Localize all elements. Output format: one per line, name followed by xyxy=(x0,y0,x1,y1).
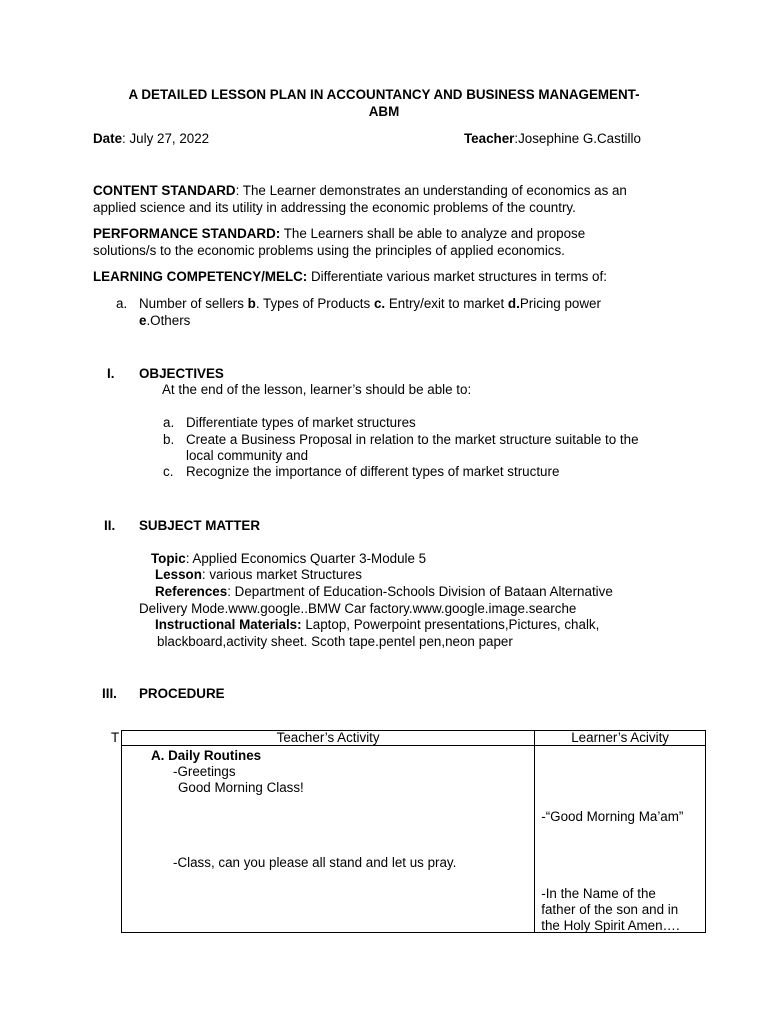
pray-prompt-text: -Class, can you please all stand and let us pray. xyxy=(173,855,457,870)
performance-standard-label: PERFORMANCE STANDARD: xyxy=(93,226,281,241)
procedure-numeral: III. xyxy=(102,686,117,701)
procedure-table xyxy=(121,730,706,933)
objectives-numeral: I. xyxy=(107,366,115,381)
prayer-line-1: -In the Name of the xyxy=(541,886,656,901)
teacher-line xyxy=(464,130,641,147)
stray-character: T xyxy=(111,730,120,745)
learner-activity-cell xyxy=(535,746,706,933)
table-header-row xyxy=(122,731,706,746)
daily-routines-heading: A. Daily Routines xyxy=(151,748,262,763)
content-standard-label: CONTENT STANDARD xyxy=(93,183,236,198)
learner-activity-header: Learner’s Acivity xyxy=(535,731,706,746)
references-line: References: Department of Education-Schools Division of Bataan Alternative xyxy=(155,584,613,599)
table-row xyxy=(122,746,706,933)
objective-c-text: Recognize the importance of different types of market structure xyxy=(186,464,560,479)
competency-item-line-1: Number of sellers b. Types of Products c. Entry/exit to market d.Pricing power xyxy=(139,296,601,311)
learning-competency-text: Differentiate various market structures in terms of: xyxy=(307,269,607,284)
good-morning-response: -“Good Morning Ma’am” xyxy=(541,809,684,824)
date-line xyxy=(93,130,209,147)
date-value: : July 27, 2022 xyxy=(122,131,210,146)
objective-b-text: Create a Business Proposal in relation to the market structure suitable to the xyxy=(186,432,639,447)
prayer-line-3: the Holy Spirit Amen…. xyxy=(541,918,680,933)
materials-line: Instructional Materials: Laptop, Powerpoint presentations,Pictures, chalk, xyxy=(155,617,600,632)
prayer-line-2: father of the son and in xyxy=(541,902,679,917)
objective-a-text: Differentiate types of market structures xyxy=(186,415,416,430)
competency-item-line-2: e.Others xyxy=(139,313,191,328)
document-title xyxy=(100,86,668,120)
content-standard-text-2: applied science and its utility in addressing the economic problems of the country. xyxy=(93,200,576,215)
objective-b-marker: b. xyxy=(163,432,175,447)
objectives-intro: At the end of the lesson, learner’s should be able to: xyxy=(162,382,472,397)
performance-standard-text-2: solutions/s to the economic problems using the principles of applied economics. xyxy=(93,243,565,258)
title-line-2: ABM xyxy=(368,104,400,119)
learning-competency-label: LEARNING COMPETENCY/MELC: xyxy=(93,269,308,284)
lesson-line: Lesson: various market Structures xyxy=(155,567,362,582)
teacher-value: :Josephine G.Castillo xyxy=(514,131,641,146)
competency-item-marker: a. xyxy=(116,296,128,311)
objective-b-text-2: local community and xyxy=(186,448,309,463)
date-label: Date xyxy=(93,131,123,146)
greetings-text: -Greetings xyxy=(173,764,236,779)
content-standard-text: : The Learner demonstrates an understanding of economics as an xyxy=(235,183,627,198)
procedure-heading: PROCEDURE xyxy=(139,686,225,701)
topic-line: Topic: Applied Economics Quarter 3-Module 5 xyxy=(151,551,427,566)
materials-line-2: blackboard,activity sheet. Scoth tape.pentel pen,neon paper xyxy=(157,634,513,649)
teacher-activity-header: Teacher’s Activity xyxy=(122,731,535,746)
good-morning-class-text: Good Morning Class! xyxy=(178,780,304,795)
teacher-activity-cell xyxy=(122,746,535,933)
performance-standard-text: The Learners shall be able to analyze and propose xyxy=(280,226,586,241)
objective-a-marker: a. xyxy=(163,415,175,430)
title-line-1: A DETAILED LESSON PLAN IN ACCOUNTANCY AND BUSINESS MANAGEMENT- xyxy=(128,87,640,102)
subject-matter-heading: SUBJECT MATTER xyxy=(139,518,261,533)
subject-matter-numeral: II. xyxy=(104,518,116,533)
learning-competency xyxy=(93,268,607,285)
objective-c-marker: c. xyxy=(163,464,174,479)
content-standard xyxy=(93,182,673,216)
performance-standard xyxy=(93,225,673,259)
teacher-label: Teacher xyxy=(464,131,515,146)
references-line-2: Delivery Mode.www.google..BMW Car factory.www.google.image.searche xyxy=(139,601,577,616)
objectives-heading: OBJECTIVES xyxy=(139,366,224,381)
